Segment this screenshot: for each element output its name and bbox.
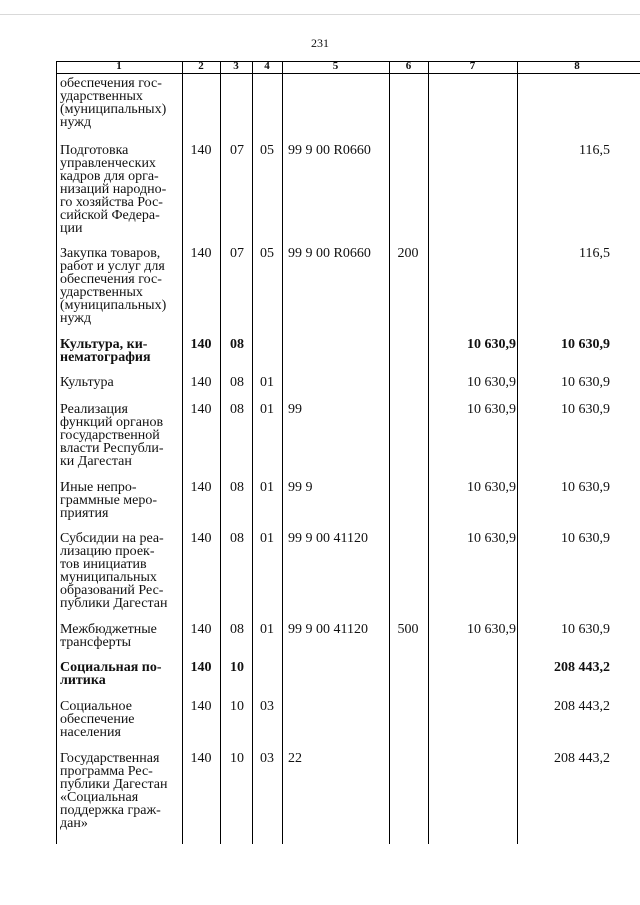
cell-amount-8: 208 443,2	[554, 699, 610, 714]
cell-subsection: 03	[260, 751, 274, 766]
cell-ministry-code: 140	[190, 143, 212, 158]
cell-section: 08	[230, 622, 244, 637]
row-label: Подготовка управленческих кадров для орга- низаций народно- го хозяйства Рос- сийской Федера- ции	[60, 143, 167, 236]
cell-subsection: 01	[260, 531, 274, 546]
cell-section: 08	[230, 375, 244, 390]
column-header-2: 2	[198, 60, 204, 72]
col-border	[428, 61, 429, 844]
cell-target-article: 99	[288, 402, 302, 417]
row-label: Культура	[60, 375, 114, 390]
column-header-1: 1	[116, 60, 122, 72]
cell-expense-type: 500	[397, 622, 419, 637]
page-number: 231	[311, 36, 329, 50]
cell-ministry-code: 140	[190, 246, 212, 261]
cell-subsection: 01	[260, 402, 274, 417]
column-header-4: 4	[264, 60, 270, 72]
cell-target-article: 99 9 00 41120	[288, 622, 368, 637]
row-label: Государственная программа Рес- публики Дагестан «Социальная поддержка граж- дан»	[60, 751, 168, 831]
cell-amount-7: 10 630,9	[467, 531, 516, 546]
cell-amount-7: 10 630,9	[467, 480, 516, 495]
cell-amount-8: 10 630,9	[561, 375, 610, 390]
cell-section: 07	[230, 246, 244, 261]
cell-amount-8: 10 630,9	[561, 402, 610, 417]
row-label: Субсидии на реа- лизацию проек- тов инициатив муниципальных образований Рес- публики Дагестан	[60, 531, 168, 611]
row-label: Социальная по- литика	[60, 660, 162, 688]
column-header-7: 7	[469, 60, 476, 72]
row-label: Иные непро- граммные меро- приятия	[60, 480, 158, 521]
cell-ministry-code: 140	[190, 337, 212, 352]
column-header-6: 6	[405, 60, 412, 72]
cell-target-article: 99 9	[288, 480, 313, 495]
cell-amount-8: 208 443,2	[554, 660, 610, 675]
cell-section: 10	[230, 660, 244, 675]
cell-ministry-code: 140	[190, 751, 212, 766]
col-border	[252, 61, 253, 844]
cell-amount-7: 10 630,9	[467, 375, 516, 390]
cell-amount-8: 10 630,9	[561, 531, 610, 546]
cell-subsection: 01	[260, 375, 274, 390]
col-border	[182, 61, 183, 844]
cell-subsection: 05	[260, 246, 274, 261]
cell-ministry-code: 140	[190, 699, 212, 714]
cell-section: 10	[230, 699, 244, 714]
col-border	[282, 61, 283, 844]
cell-amount-8: 208 443,2	[554, 751, 610, 766]
cell-target-article: 99 9 00 R0660	[288, 143, 371, 158]
cell-ministry-code: 140	[190, 402, 212, 417]
scan-top-edge	[0, 14, 640, 15]
cell-amount-7: 10 630,9	[467, 622, 516, 637]
cell-expense-type: 200	[397, 246, 419, 261]
cell-amount-8: 116,5	[579, 143, 610, 158]
row-label: обеспечения гос- ударственных (муниципальных) нужд	[60, 76, 167, 130]
cell-amount-8: 10 630,9	[561, 337, 610, 352]
col-border	[517, 61, 518, 844]
cell-amount-7: 10 630,9	[467, 337, 516, 352]
row-label: Культура, ки- нематография	[60, 337, 151, 365]
col-border	[389, 61, 390, 844]
col-border	[56, 61, 57, 844]
row-label: Реализация функций органов государственной власти Республи- ки Дагестан	[60, 402, 164, 469]
cell-amount-7: 10 630,9	[467, 402, 516, 417]
cell-target-article: 99 9 00 R0660	[288, 246, 371, 261]
row-label: Межбюджетные трансферты	[60, 622, 157, 650]
cell-section: 07	[230, 143, 244, 158]
cell-amount-8: 10 630,9	[561, 622, 610, 637]
cell-amount-8: 116,5	[579, 246, 610, 261]
cell-amount-8: 10 630,9	[561, 480, 610, 495]
cell-section: 08	[230, 531, 244, 546]
cell-ministry-code: 140	[190, 531, 212, 546]
header-bottom-border	[56, 73, 640, 74]
column-header-8: 8	[574, 60, 580, 72]
col-border	[220, 61, 221, 844]
cell-section: 08	[230, 402, 244, 417]
column-header-5: 5	[332, 60, 339, 72]
cell-ministry-code: 140	[190, 660, 212, 675]
cell-section: 10	[230, 751, 244, 766]
budget-table	[56, 61, 640, 844]
cell-section: 08	[230, 337, 244, 352]
column-header-3: 3	[233, 60, 239, 72]
cell-ministry-code: 140	[190, 622, 212, 637]
row-label: Закупка товаров, работ и услуг для обеспечения гос- ударственных (муниципальных) нужд	[60, 246, 167, 326]
cell-target-article: 22	[288, 751, 302, 766]
cell-subsection: 05	[260, 143, 274, 158]
cell-subsection: 03	[260, 699, 274, 714]
cell-target-article: 99 9 00 41120	[288, 531, 368, 546]
cell-section: 08	[230, 480, 244, 495]
cell-ministry-code: 140	[190, 375, 212, 390]
cell-ministry-code: 140	[190, 480, 212, 495]
cell-subsection: 01	[260, 622, 274, 637]
cell-subsection: 01	[260, 480, 274, 495]
row-label: Социальное обеспечение населения	[60, 699, 135, 740]
